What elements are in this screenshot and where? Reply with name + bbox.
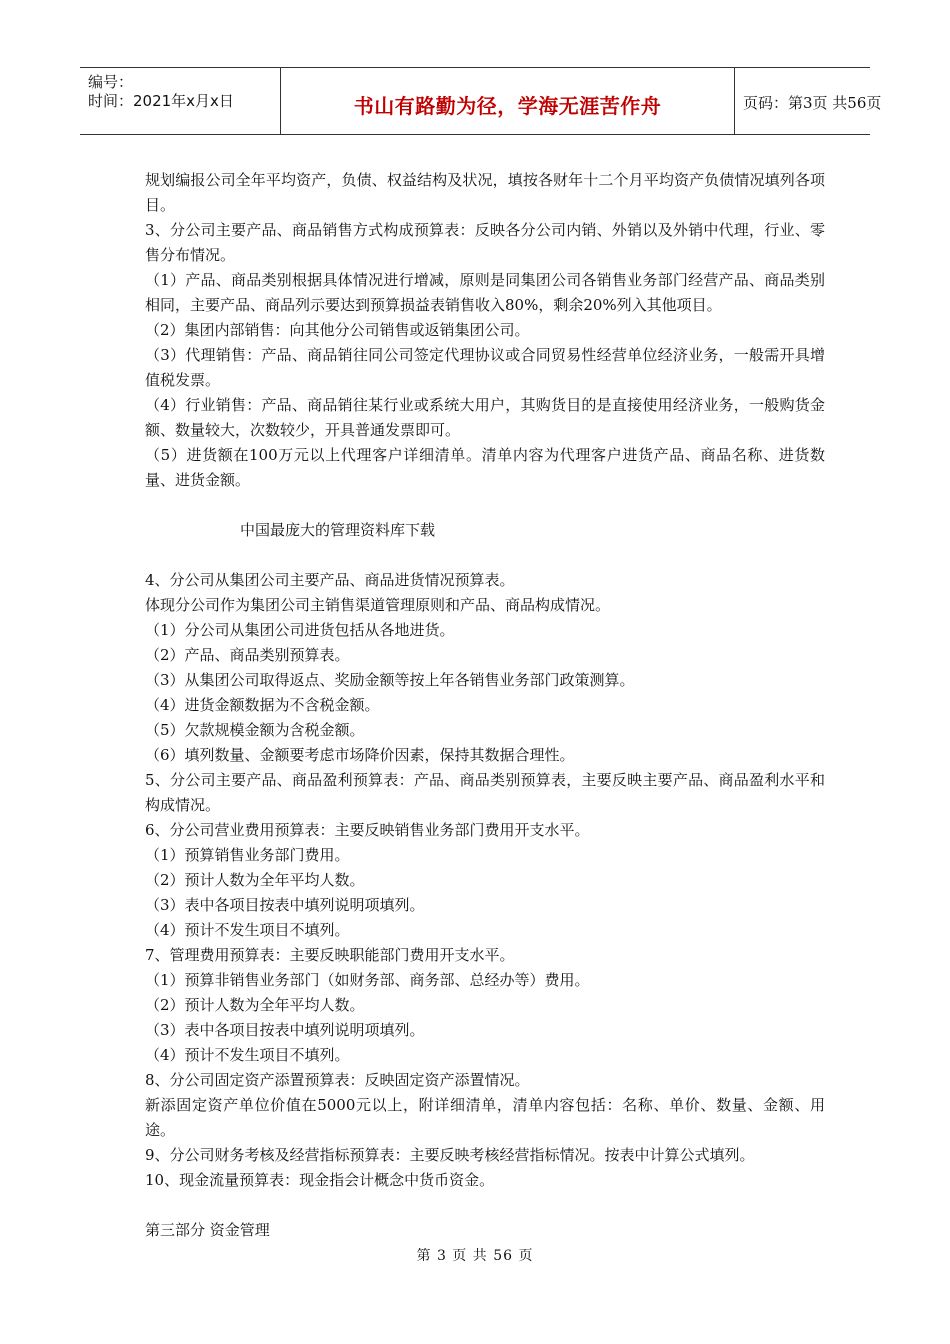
body-paragraph: （3）代理销售：产品、商品销往同公司签定代理协议或合同贸易性经营单位经济业务，一般需开具增值税发票。 — [145, 346, 825, 389]
body-paragraph: （5）欠款规模金额为含税金额。 — [145, 721, 365, 739]
spacer — [145, 1193, 825, 1218]
body-paragraph: 5、分公司主要产品、商品盈利预算表：产品、商品类别预算表，主要反映主要产品、商品盈利水平和构成情况。 — [145, 771, 825, 814]
page-footer: 第 3 页 共 56 页 — [416, 1248, 534, 1264]
body-paragraph: （4）预计不发生项目不填列。 — [145, 1046, 350, 1064]
body-paragraph: （1）产品、商品类别根据具体情况进行增减，原则是同集团公司各销售业务部门经营产品、商品类别相同，主要产品、商品列示要达到预算损益表销售收入80%，剩余20%列入其他项目。 — [145, 271, 825, 314]
body-paragraph: 规划编报公司全年平均资产，负债、权益结构及状况，填按各财年十二个月平均资产负债情况填列各项目。 — [145, 171, 825, 214]
section-heading: 第三部分 资金管理 — [145, 1221, 270, 1239]
spacer — [145, 543, 825, 568]
body-paragraph: 新添固定资产单位价值在5000元以上，附详细清单，清单内容包括：名称、单价、数量、金额、用途。 — [145, 1096, 825, 1139]
body-paragraph: （3）表中各项目按表中填列说明项填列。 — [145, 896, 425, 914]
body-paragraph: 10、现金流量预算表：现金指会计概念中货币资金。 — [145, 1171, 495, 1189]
body-paragraph: （4）预计不发生项目不填列。 — [145, 921, 350, 939]
body-paragraph: 9、分公司财务考核及经营指标预算表：主要反映考核经营指标情况。按表中计算公式填列。 — [145, 1146, 755, 1164]
body-paragraph: 体现分公司作为集团公司主销售渠道管理原则和产品、商品构成情况。 — [145, 596, 611, 614]
body-paragraph: （2）预计人数为全年平均人数。 — [145, 996, 365, 1014]
document-body — [145, 168, 825, 1243]
body-paragraph: 6、分公司营业费用预算表：主要反映销售业务部门费用开支水平。 — [145, 821, 590, 839]
body-paragraph: （2）预计人数为全年平均人数。 — [145, 871, 365, 889]
header-motto: 书山有路勤为径，学海无涯苦作舟 — [353, 94, 662, 118]
body-paragraph: （3）从集团公司取得返点、奖励金额等按上年各销售业务部门政策测算。 — [145, 671, 635, 689]
body-paragraph: （1）分公司从集团公司进货包括从各地进货。 — [145, 621, 455, 639]
body-paragraph: （4）进货金额数据为不含税金额。 — [145, 696, 380, 714]
body-paragraph: （3）表中各项目按表中填列说明项填列。 — [145, 1021, 425, 1039]
body-paragraph: 7、管理费用预算表：主要反映职能部门费用开支水平。 — [145, 946, 515, 964]
header-motto-cell — [280, 68, 735, 134]
header-page-info: 页码：第3页 共56页 — [743, 94, 882, 112]
header-meta — [80, 68, 280, 134]
body-paragraph: （2）产品、商品类别预算表。 — [145, 646, 350, 664]
body-paragraph: （4）行业销售：产品、商品销往某行业或系统大用户，其购货目的是直接使用经济业务，一般购货金额、数量较大，次数较少，开具普通发票即可。 — [145, 396, 825, 439]
body-paragraph: 4、分公司从集团公司主要产品、商品进货情况预算表。 — [145, 571, 515, 589]
body-paragraph: （6）填列数量、金额要考虑市场降价因素，保持其数据合理性。 — [145, 746, 575, 764]
body-paragraph: 3、分公司主要产品、商品销售方式构成预算表：反映各分公司内销、外销以及外销中代理，行业、零售分布情况。 — [145, 221, 825, 264]
download-note: 中国最庞大的管理资料库下载 — [240, 521, 436, 539]
document-number-label: 编号： — [88, 73, 134, 91]
body-paragraph: 8、分公司固定资产添置预算表：反映固定资产添置情况。 — [145, 1071, 530, 1089]
body-paragraph: （1）预算销售业务部门费用。 — [145, 846, 350, 864]
header-page-cell — [735, 68, 882, 134]
page-header — [80, 67, 882, 135]
body-paragraph: （5）进货额在100万元以上代理客户详细清单。清单内容为代理客户进货产品、商品名称、进货数量、进货金额。 — [145, 446, 825, 489]
spacer — [145, 493, 825, 518]
body-paragraph: （1）预算非销售业务部门（如财务部、商务部、总经办等）费用。 — [145, 971, 590, 989]
document-date: 时间：2021年x月x日 — [88, 92, 234, 110]
body-paragraph: （2）集团内部销售：向其他分公司销售或返销集团公司。 — [145, 321, 530, 339]
